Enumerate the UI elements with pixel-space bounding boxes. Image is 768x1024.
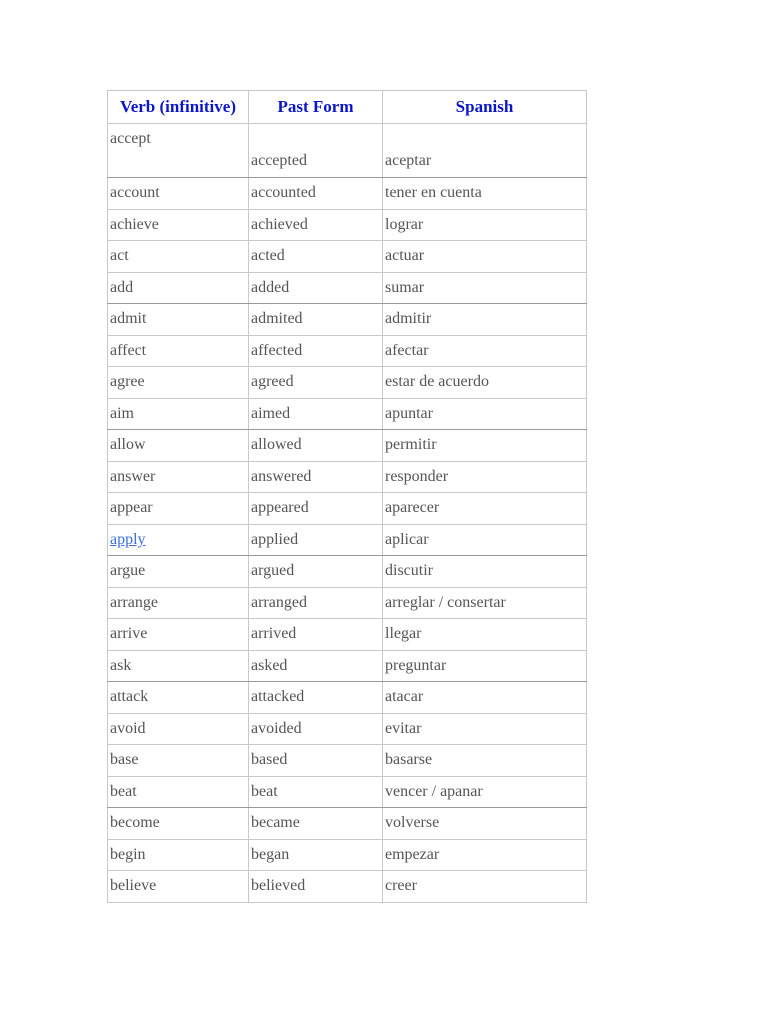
verb-link[interactable]: apply — [110, 530, 146, 548]
spanish-cell: volverse — [383, 808, 587, 840]
past-form-cell: acted — [249, 241, 383, 273]
table-row — [108, 808, 587, 840]
spanish-cell: sumar — [383, 272, 587, 304]
table-row — [108, 367, 587, 399]
past-form-cell: applied — [249, 524, 383, 556]
header-spanish: Spanish — [383, 91, 587, 124]
header-past-form: Past Form — [249, 91, 383, 124]
past-form-cell: admited — [249, 304, 383, 336]
spanish-cell: responder — [383, 461, 587, 493]
past-form-cell: accounted — [249, 178, 383, 210]
table-row — [108, 839, 587, 871]
past-form-cell: arrived — [249, 619, 383, 651]
table-row — [108, 398, 587, 430]
past-form-cell: based — [249, 745, 383, 777]
table-row — [108, 776, 587, 808]
spanish-cell: evitar — [383, 713, 587, 745]
past-form-cell: achieved — [249, 209, 383, 241]
verb-cell: affect — [108, 335, 249, 367]
table-row — [108, 650, 587, 682]
spanish-cell: basarse — [383, 745, 587, 777]
spanish-cell: tener en cuenta — [383, 178, 587, 210]
past-form-cell: answered — [249, 461, 383, 493]
verb-cell: beat — [108, 776, 249, 808]
spanish-cell: lograr — [383, 209, 587, 241]
past-form-cell: became — [249, 808, 383, 840]
table-row — [108, 209, 587, 241]
table-row — [108, 524, 587, 556]
spanish-cell: admitir — [383, 304, 587, 336]
past-form-cell: appeared — [249, 493, 383, 525]
table-row — [108, 124, 587, 178]
spanish-cell: arreglar / consertar — [383, 587, 587, 619]
past-form-cell: agreed — [249, 367, 383, 399]
past-form-cell: believed — [249, 871, 383, 903]
table-row — [108, 493, 587, 525]
verb-cell: become — [108, 808, 249, 840]
past-form-cell: began — [249, 839, 383, 871]
spanish-cell: empezar — [383, 839, 587, 871]
verb-cell: answer — [108, 461, 249, 493]
past-form-cell: aimed — [249, 398, 383, 430]
verb-cell: allow — [108, 430, 249, 462]
spanish-cell: discutir — [383, 556, 587, 588]
past-form-cell: accepted — [249, 124, 383, 178]
table-row — [108, 587, 587, 619]
table-row — [108, 430, 587, 462]
verb-cell: believe — [108, 871, 249, 903]
verb-cell: agree — [108, 367, 249, 399]
spanish-cell: actuar — [383, 241, 587, 273]
past-form-cell: argued — [249, 556, 383, 588]
past-form-cell: arranged — [249, 587, 383, 619]
table-row — [108, 871, 587, 903]
past-form-cell: asked — [249, 650, 383, 682]
table-row — [108, 461, 587, 493]
table-row — [108, 272, 587, 304]
verb-cell: arrive — [108, 619, 249, 651]
spanish-cell: preguntar — [383, 650, 587, 682]
past-form-cell: allowed — [249, 430, 383, 462]
table-header-row — [108, 91, 587, 124]
spanish-cell: aplicar — [383, 524, 587, 556]
verb-table — [107, 90, 587, 903]
verb-cell: achieve — [108, 209, 249, 241]
spanish-cell: estar de acuerdo — [383, 367, 587, 399]
verb-cell: aim — [108, 398, 249, 430]
spanish-cell: llegar — [383, 619, 587, 651]
table-row — [108, 713, 587, 745]
verb-cell — [108, 524, 249, 556]
verb-cell: account — [108, 178, 249, 210]
verb-cell: add — [108, 272, 249, 304]
table-row — [108, 745, 587, 777]
verb-cell: appear — [108, 493, 249, 525]
table-row — [108, 335, 587, 367]
spanish-cell: aceptar — [383, 124, 587, 178]
header-verb-infinitive: Verb (infinitive) — [108, 91, 249, 124]
table-row — [108, 556, 587, 588]
verb-cell: attack — [108, 682, 249, 714]
spanish-cell: vencer / apanar — [383, 776, 587, 808]
table-row — [108, 304, 587, 336]
past-form-cell: beat — [249, 776, 383, 808]
verb-cell: act — [108, 241, 249, 273]
table-row — [108, 178, 587, 210]
verb-cell: ask — [108, 650, 249, 682]
spanish-cell: creer — [383, 871, 587, 903]
verb-cell: accept — [108, 124, 249, 178]
table-body — [108, 124, 587, 903]
verb-cell: arrange — [108, 587, 249, 619]
spanish-cell: aparecer — [383, 493, 587, 525]
spanish-cell: afectar — [383, 335, 587, 367]
verb-cell: begin — [108, 839, 249, 871]
past-form-cell: affected — [249, 335, 383, 367]
past-form-cell: added — [249, 272, 383, 304]
spanish-cell: permitir — [383, 430, 587, 462]
past-form-cell: attacked — [249, 682, 383, 714]
spanish-cell: apuntar — [383, 398, 587, 430]
verb-cell: argue — [108, 556, 249, 588]
table-row — [108, 619, 587, 651]
verb-cell: avoid — [108, 713, 249, 745]
verb-cell: admit — [108, 304, 249, 336]
table-row — [108, 682, 587, 714]
table-row — [108, 241, 587, 273]
past-form-cell: avoided — [249, 713, 383, 745]
spanish-cell: atacar — [383, 682, 587, 714]
verb-cell: base — [108, 745, 249, 777]
